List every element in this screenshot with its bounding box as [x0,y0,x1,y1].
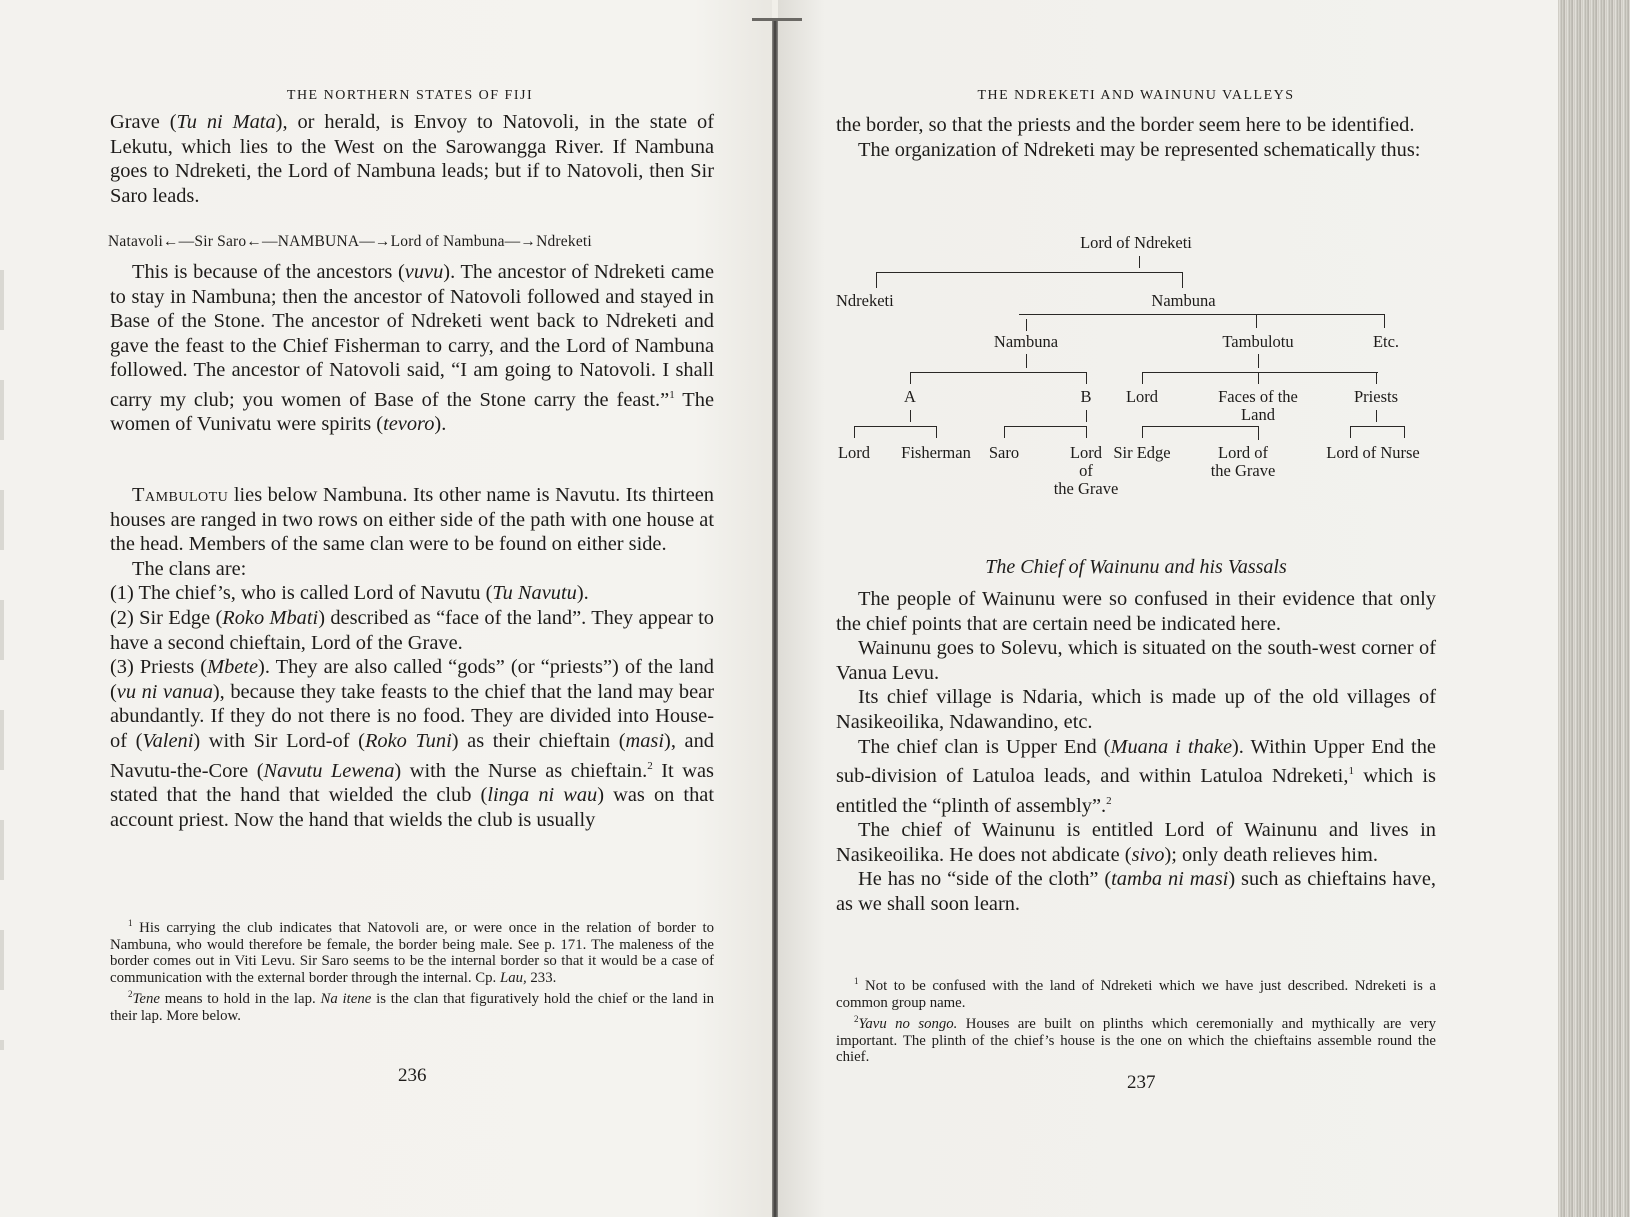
page-edge-right [1558,0,1630,1217]
gutter-mark [752,18,802,21]
book-gutter [772,20,778,1217]
footnote-ref: 2 [647,759,653,772]
node-a: A [904,387,916,406]
ndreketi-organization-diagram [836,226,1436,516]
node-ndreketi: Ndreketi [836,291,894,310]
clan-3: (3) Priests (Mbete). They are also called “gods” (or “priests”) of the land (vu ni vanua), because they take feasts to the chief that the land may bear abundantly. If they do not there is no food. They are divided into House-of (Valeni) with Sir Lord-of (Roko Tuni) as their chieftain (masi), and Navutu-the-Core (Navutu Lewena) with the Nurse as chieftain.$^2$ It was stated that the hand that wielded the club (linga ni wau) was on that account priest. Now the hand that wields the club is usually [110,656,715,831]
paragraph-tambulotu: Tambulotu lies below Nambuna. Its other name is Navutu. Its thirteen houses are ranged in two rows on either side of the path with one house at the head. Members of the same clan were to be found on either side. The clans are: (1) The chief’s, who is called Lord of Navutu (Tu Navutu). (2) Sir Edge (Roko Mbati) described as “face of the land”. They appear to have a second chieftain, Lord of the Grave. (3) Priests (Mbete). They are also called “gods” (or “priests”) of the land (vu ni vanua), because they take feasts to the chief that the land may bear abundantly. If they do not there is no food. They are divided into House-of (Valeni) with Sir Lord-of (Roko Tuni) as their chieftain (masi), and Navutu-the-Core (Navutu Lewena) with the Nurse as chieftain.$^2$ It was stated that the hand that wielded the club (linga ni wau) was on that account priest. Now the hand that wields the club is usually [110,484,715,831]
page-edge-left [0,270,4,1050]
footnote-ref: 1 [1348,765,1354,778]
footnote-2: $^2$Tene means to hold in the lap. Na itene is the clan that figuratively hold the chief or the land in their lap. More below. [110,989,715,1024]
clan-2: (2) Sir Edge (Roko Mbati) described as “face of the land”. They appear to have a second chieftain, Lord of the Grave. [110,606,714,654]
leaf-fisherman: Fisherman [901,443,971,462]
paragraph-ancestors: This is because of the ancestors (vuvu). The ancestor of Ndreketi came to stay in Nambuna; then the ancestor of Natovoli followed and stayed in Base of the Stone. The ancestor of Ndreketi went back to Ndreketi and gave the feast to the Chief Fisherman to carry, and the Lord of Nambuna followed. The ancestor of Natovoli said, “I am going to Natovoli. I shall carry my club; you women of Base of the Stone carry the feast.”$^1$ The women of Vunivatu were spirits (tevoro). [110,261,714,436]
node-lord: Lord [1125,387,1159,406]
section-heading-wainunu: The Chief of Wainunu and his Vassals [985,556,1287,578]
footnote-2: $^2$Yavu no songo. Houses are built on plinths which ceremonially and mythically are very important. The plinth of the chief’s house is the one on which the chieftains assemble round the chief. [836,1014,1437,1066]
node-etc: Etc. [1372,332,1400,351]
page-number-left: 236 [398,1065,427,1086]
paragraph-border: the border, so that the priests and the border seem here to be identified. The organization of Ndreketi may be represented schematically thus: [836,114,1421,161]
node-b: B [1080,387,1092,406]
footnote-ref: 2 [1106,794,1112,807]
running-head-left: THE NORTHERN STATES OF FIJI [286,88,534,103]
node-tambulotu: Tambulotu [1222,332,1294,351]
node-nambuna-top: Nambuna [1151,291,1216,310]
leaf-lord: Lord [837,443,871,462]
node-lord-of-ndreketi: Lord of Ndreketi [1080,233,1192,252]
clans-intro: The clans are: [132,557,247,580]
running-head-right: THE NDREKETI AND WAINUNU VALLEYS [977,88,1295,103]
footnotes-left [110,915,714,1024]
node-priests: Priests [1353,387,1398,406]
node-nambuna: Nambuna [993,332,1059,351]
page-number-right: 237 [1127,1072,1156,1093]
footnote-1: $^1$ His carrying the club indicates that Natovoli are, or were once in the relation of border to Nambuna, who would therefore be female, the border being male. See p. 171. The maleness of the border comes out in Viti Levu. Sir Saro seems to be the internal border so that it would be a case of communication with the external border through the internal. Cp. Lau, 233. [110,918,714,986]
paragraphs-wainunu: The people of Wainunu were so confused in their evidence that only the chief points that are certain need be indicated here. Wainunu goes to Solevu, which is situated on the south-west corner of Vanua Levu. Its chief village is Ndaria, which is made up of the old villages of Nasikeoilika, Ndawandino, etc. The chief clan is Upper End (Muana i thake). Within Upper End the sub-division of Latuloa leads, and within Latuloa Ndreketi,$^1$ which is entitled the “plinth of assembly”.$^2$ The chief of Wainunu is entitled Lord of Wainunu and lives in Nasikeoilika. He does not abdicate (sivo); only death relieves him. He has no “side of the cloth” (tamba ni masi) such as chieftains have, as we shall soon learn. [836,588,1436,915]
clan-1: (1) The chief’s, who is called Lord of Navutu (Tu Navutu). [110,582,589,605]
footnotes-right [836,973,1436,1066]
leaf-lord-of-the-grave-a: Lord of the Grave [1053,443,1119,498]
footnote-ref: 1 [669,388,675,401]
paragraph-grave-herald: Grave (Tu ni Mata), or herald, is Envoy to Natovoli, in the state of Lekutu, which lies to the West on the Sarowangga River. If Nambuna goes to Ndreketi, the Lord of Nambuna leads; but if to Natovoli, then Sir Saro leads. [110,111,715,207]
leaf-lord-of-the-grave-b: Lord of the Grave [1210,443,1276,480]
node-faces-of-the-land: Faces of the Land [1218,387,1298,424]
precedence-flow-line: Natavoli←—Sir Saro←—NAMBUNA—→Lord of Nambuna—→Ndreketi [108,233,592,250]
footnote-1: $^1$ Not to be confused with the land of Ndreketi which we have just described. Ndreketi is a common group name. [836,976,1436,1011]
leaf-lord-of-nurse: Lord of Nurse [1326,443,1420,462]
leaf-sir-edge: Sir Edge [1113,443,1171,462]
leaf-saro: Saro [988,443,1020,462]
